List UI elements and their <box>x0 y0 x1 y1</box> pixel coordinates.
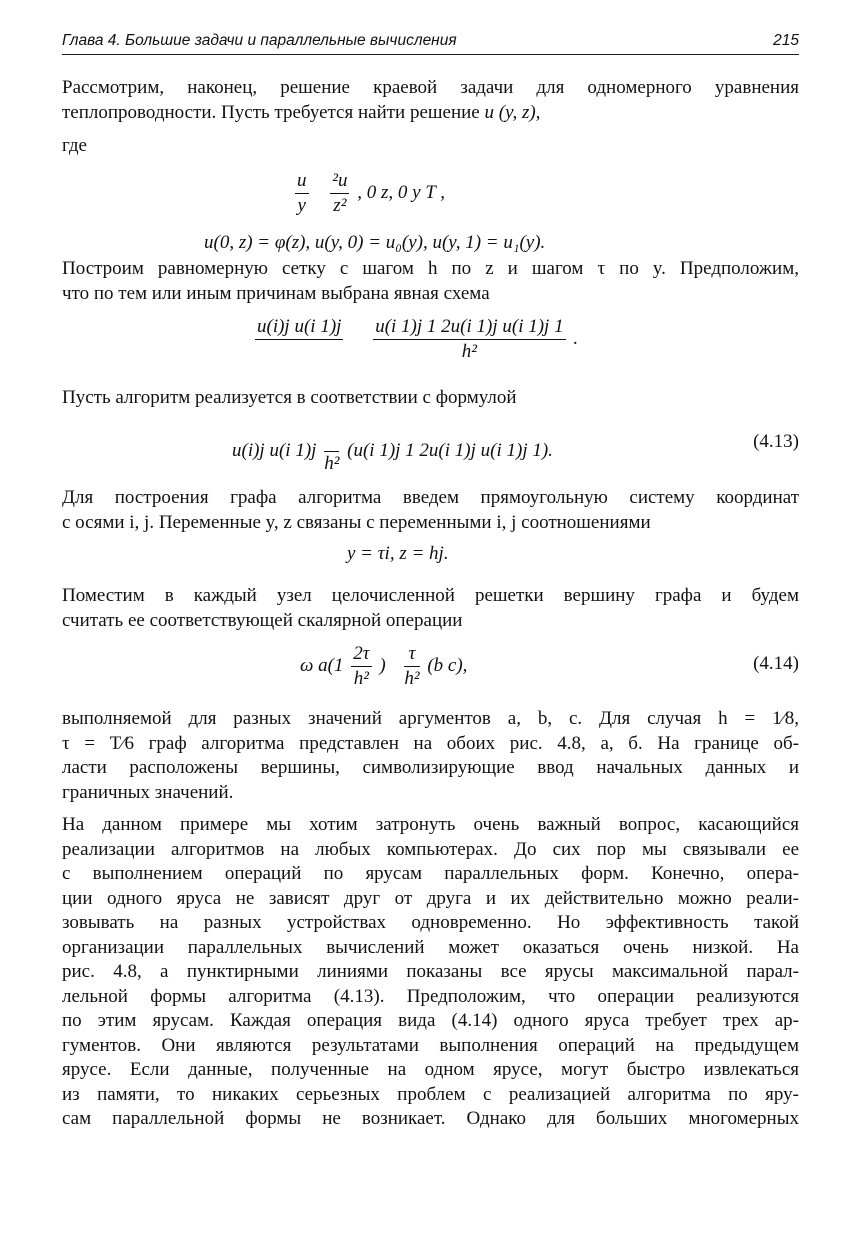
text-line: Для построения графа алгоритма введем прямоугольную систему координат <box>62 487 799 508</box>
text-line: по этим ярусам. Каждая операция вида (4.14) одного яруса требует трех ар- <box>62 1010 799 1031</box>
equation-boundary: u(0, z) = φ(z), u(y, 0) = u₀(y), u(y, 1) = u₁(y). <box>204 232 546 253</box>
text-line: рис. 4.8, а пунктирными линиями показаны все ярусы максимальной парал- <box>62 961 799 982</box>
equation-number: (4.13) <box>753 431 799 452</box>
text-line: На данном примере мы хотим затронуть очень важный вопрос, касающийся <box>62 814 799 835</box>
text-line: лельной формы алгоритма (4.13). Предположим, что операции реализуются <box>62 985 799 1007</box>
equation-mapping: y = τi, z = hj. <box>347 543 449 564</box>
text-line: τ = T⁄6 граф алгоритма представлен на обоих рис. 4.8, а, б. На границе об- <box>62 732 799 754</box>
text-line: что по тем или иным причинам выбрана явная схема <box>62 282 490 304</box>
equation-number: (4.14) <box>753 653 799 674</box>
paragraph-algorithm: Пусть алгоритм реализуется в соответствии с формулой <box>62 387 517 408</box>
fraction: $\frac{u}{y}$ <box>297 170 307 216</box>
page-number: 215 <box>773 32 799 49</box>
chapter-title: Глава 4. Большие задачи и параллельные вычисления <box>62 32 457 49</box>
paragraph-intro <box>62 76 799 125</box>
fraction: $\frac{\text{²u}}{\text{z²}}$ <box>332 170 348 216</box>
equation-4-14: ω a(1 $\frac{2\tau}{\text{h²}}$ ) $\frac{\tau}{\text{h²}}$ (b c), <box>300 643 468 689</box>
text-line: выполняемой для разных значений аргументов a, b, c. Для случая h = 1⁄8, <box>62 708 799 729</box>
text-line: Поместим в каждый узел целочисленной решетки вершину графа и будем <box>62 585 799 606</box>
text-line: организации параллельных вычислений может оказаться очень низкой. На <box>62 936 799 958</box>
fraction: h² <box>324 428 339 475</box>
text-line: теплопроводности. Пусть требуется найти решение u (y, z), <box>62 101 541 123</box>
equation-tail: , 0 z, 0 y T , <box>357 181 446 203</box>
paragraph-vertex <box>62 584 799 633</box>
text-line: ласти расположены вершины, символизирующие ввод начальных данных и <box>62 757 799 778</box>
fraction: $\frac{\text{u(i 1)j 1 2u(i 1)j u(i 1)j 1}}{\text{h²}}$ <box>375 316 564 362</box>
running-header <box>62 30 799 55</box>
text-line: граничных значений. <box>62 781 234 803</box>
fraction: $\frac{2\tau}{\text{h²}}$ <box>353 643 370 689</box>
page <box>62 0 799 1233</box>
text-line: ции одного яруса не зависят друг от друга и их действительно можно реали- <box>62 887 799 909</box>
text-line: гументов. Они являются результатами выполнения операций на предыдущем <box>62 1034 799 1056</box>
fraction: $\frac{\tau}{\text{h²}}$ <box>404 643 420 689</box>
text-line: Рассмотрим, наконец, решение краевой задачи для одномерного уравнения <box>62 77 799 98</box>
text-line: с осями i, j. Переменные y, z связаны с переменными i, j соотношениями <box>62 511 651 533</box>
paragraph-arguments <box>62 707 799 805</box>
text-line: сам параллельной формы не возникает. Однако для больших многомерных <box>62 1108 799 1129</box>
equation-heat <box>292 170 445 217</box>
text-line: Построим равномерную сетку с шагом h по z и шагом τ по y. Предположим, <box>62 258 799 279</box>
text-line: из памяти, то никаких серьезных проблем с реализацией алгоритма по яру- <box>62 1083 799 1105</box>
paragraph-grid <box>62 257 799 306</box>
text-line: с выполнением операций по ярусам параллельных форм. Конечно, опера- <box>62 863 799 884</box>
text-where: где <box>62 135 87 156</box>
equation-4-13: u(i)j u(i 1)j h² (u(i 1)j 1 2u(i 1)j u(i 1)j 1). <box>232 428 553 475</box>
equation-scheme: u(i)j u(i 1)j $\frac{\text{u(i 1)j 1 2u(i 1)j u(i 1)j 1}}{\text{h²}}$ . <box>257 316 579 362</box>
text-line: считать ее соответствующей скалярной операции <box>62 609 463 631</box>
paragraph-graph <box>62 486 799 535</box>
text-line: ярусе. Если данные, полученные на одном ярусе, могут быстро извлекаться <box>62 1059 799 1080</box>
text-line: зовывать на разных устройствах одновременно. Но эффективность такой <box>62 912 799 933</box>
fraction: u(i)j u(i 1)j <box>255 316 343 363</box>
paragraph-discussion <box>62 813 799 1132</box>
text-line: реализации алгоритмов на любых компьютерах. До сих пор мы связывали ее <box>62 838 799 860</box>
